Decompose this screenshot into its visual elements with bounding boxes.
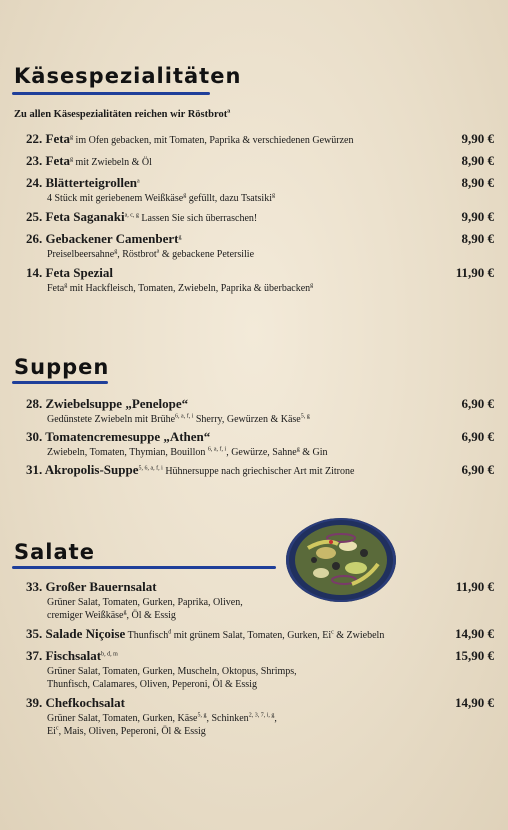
- price: 8,90 €: [461, 231, 494, 246]
- salad-photo: [286, 518, 396, 602]
- price: 9,90 €: [461, 209, 494, 224]
- price: 8,90 €: [461, 175, 494, 190]
- price: 6,90 €: [461, 462, 494, 477]
- section-heading-salate: Salate: [14, 540, 95, 564]
- price: 14,90 €: [455, 695, 494, 710]
- price: 6,90 €: [461, 396, 494, 411]
- heading-underline: [12, 566, 276, 569]
- price: 11,90 €: [455, 579, 494, 594]
- price: 11,90 €: [455, 265, 494, 280]
- section-intro: Zu allen Käsespezialitäten reichen wir Röstbrot$^a$: [14, 108, 231, 120]
- price: 15,90 €: [455, 648, 494, 663]
- price: 14,90 €: [455, 626, 494, 641]
- heading-underline: [12, 92, 210, 95]
- price: 9,90 €: [461, 131, 494, 146]
- heading-underline: [12, 381, 108, 384]
- section-heading-suppen: Suppen: [14, 355, 110, 379]
- price: 8,90 €: [461, 153, 494, 168]
- price: 6,90 €: [461, 429, 494, 444]
- section-heading-kaese: Käsespezialitäten: [14, 64, 242, 88]
